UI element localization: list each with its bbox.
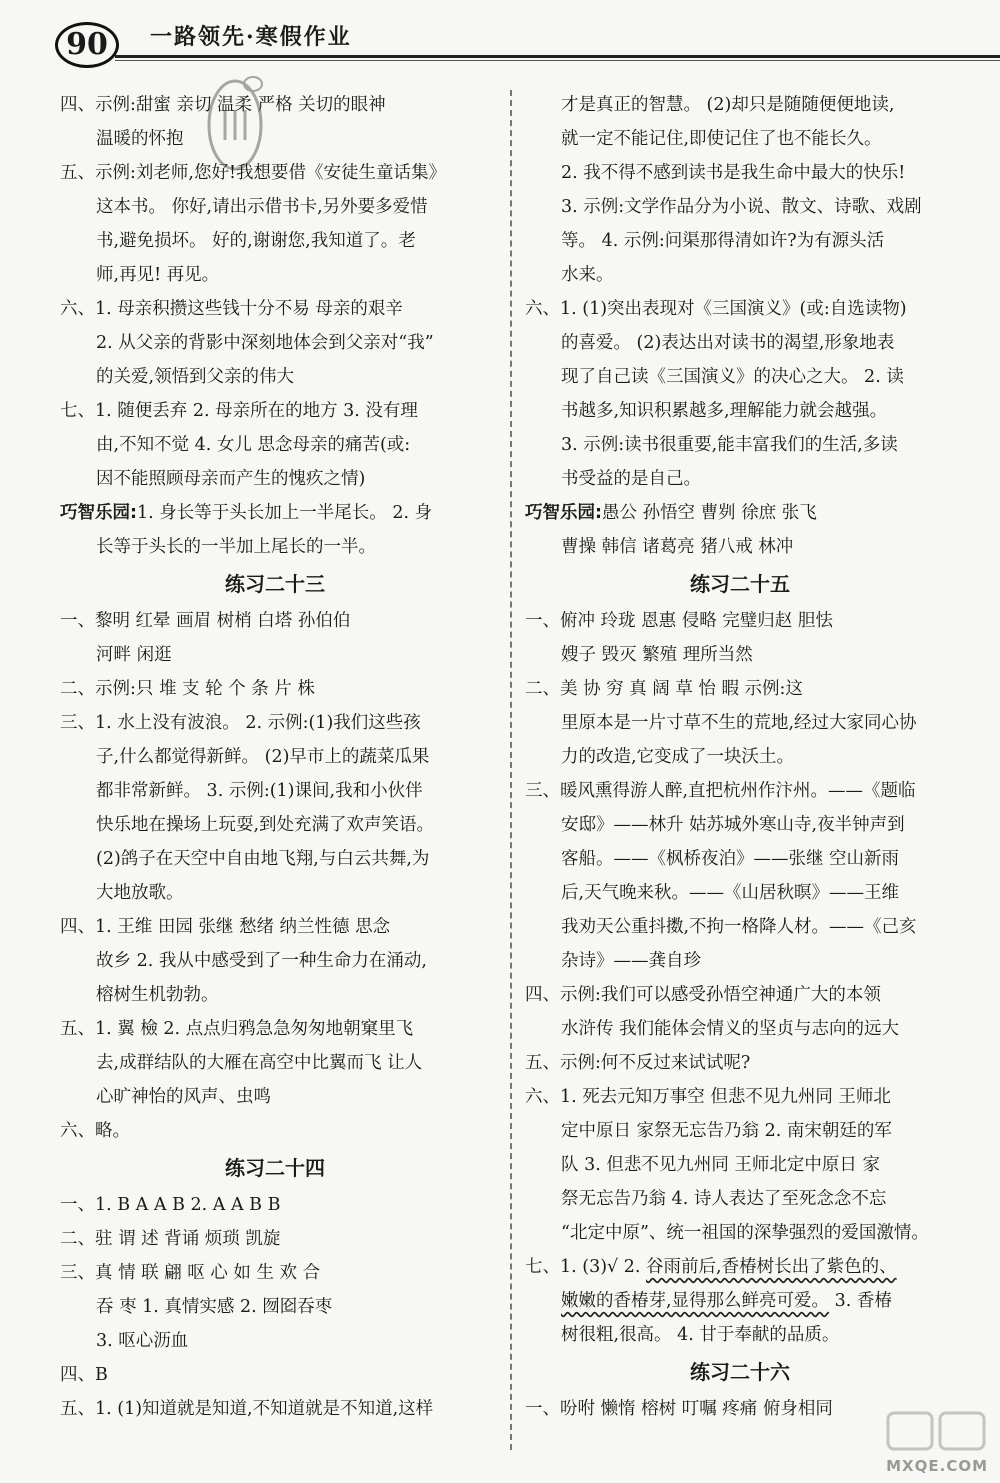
answer-text: 客船。——《枫桥夜泊》——张继 空山新雨 (561, 849, 900, 869)
answer-text: 3. 示例:文学作品分为小说、散文、诗歌、戏剧 (561, 197, 922, 217)
section-title: 练习二十三 (225, 572, 325, 596)
answer-text: 一、黎明 红晕 画眉 树梢 白塔 孙伯伯 (60, 611, 351, 631)
answer-text: 3. 香椿 (829, 1291, 892, 1311)
answer-line (60, 224, 490, 258)
answer-line (525, 394, 955, 428)
answer-line (60, 1012, 490, 1046)
answer-line (525, 978, 955, 1012)
answer-line (525, 774, 955, 808)
answer-text: 这本书。 你好,请出示借书卡,另外要多爱惜 (96, 197, 428, 217)
page-header (0, 0, 1000, 80)
answer-text: 1. 身长等于头长加上一半尾长。 2. 身 (137, 503, 433, 523)
answer-line (60, 944, 490, 978)
answer-line (60, 360, 490, 394)
answer-line (525, 156, 955, 190)
answer-text: 的喜爱。 (2)表达出对读书的渴望,形象地表 (561, 333, 895, 353)
answer-line (60, 530, 490, 564)
column-divider (510, 90, 512, 1450)
answer-line (525, 808, 955, 842)
answer-line (60, 190, 490, 224)
answer-line (525, 842, 955, 876)
answer-text: 一、俯冲 玲珑 恩惠 侵略 完璧归赵 胆怯 (525, 611, 833, 631)
answer-text: 书越多,知识积累越多,理解能力就会越强。 (561, 401, 888, 421)
answer-line (525, 706, 955, 740)
answer-text: 二、驻 谓 述 背诵 烦琐 凯旋 (60, 1229, 281, 1249)
answer-line (525, 740, 955, 774)
answer-text: 一、吩咐 懒惰 榕树 叮嘱 疼痛 俯身相同 (525, 1399, 833, 1419)
answer-line (60, 496, 490, 530)
answer-line (60, 1290, 490, 1324)
answer-text: 二、美 协 穷 真 阔 草 怡 暇 示例:这 (525, 679, 803, 699)
answer-text: 嫂子 毁灭 繁殖 理所当然 (561, 645, 753, 665)
answer-line (60, 156, 490, 190)
answer-text: 子,什么都觉得新鲜。 (2)早市上的蔬菜瓜果 (96, 747, 430, 767)
answer-text: 队 3. 但悲不见九州同 王师北定中原日 家 (561, 1155, 880, 1175)
answer-line (60, 292, 490, 326)
answer-line (60, 774, 490, 808)
answer-text: 大地放歌。 (96, 883, 184, 903)
answer-text: 等。 4. 示例:问渠那得清如许?为有源头活 (561, 231, 885, 251)
answer-text: (2)鸽子在天空中自由地飞翔,与白云共舞,为 (96, 849, 430, 869)
answer-text: 故乡 2. 我从中感受到了一种生命力在涌动, (96, 951, 427, 971)
answer-line (525, 360, 955, 394)
answer-line (525, 1216, 955, 1250)
answer-text: 温暖的怀抱 (96, 129, 184, 149)
answer-line (525, 1250, 955, 1284)
answer-text: 由,不知不觉 4. 女儿 思念母亲的痛苦(或: (96, 435, 411, 455)
answer-text: “北定中原”、统一祖国的深挚强烈的爱国激情。 (561, 1223, 929, 1243)
answer-line (60, 910, 490, 944)
answer-line (525, 876, 955, 910)
answer-text: 四、B (60, 1365, 108, 1385)
answer-text: 六、1. (1)突出表现对《三国演义》(或:自选读物) (525, 299, 907, 319)
answer-line (60, 1358, 490, 1392)
answer-text: 2. 从父亲的背影中深刻地体会到父亲对“我” (96, 333, 434, 353)
answer-line (525, 122, 955, 156)
answer-line (60, 842, 490, 876)
answer-line (60, 428, 490, 462)
answer-text: 三、暖风熏得游人醉,直把杭州作汴州。——《题临 (525, 781, 916, 801)
answer-line (60, 1046, 490, 1080)
answer-line (525, 1148, 955, 1182)
answer-line (60, 1256, 490, 1290)
section-title: 练习二十六 (690, 1360, 790, 1384)
section-label: 巧智乐园: (525, 503, 602, 523)
answer-text: 水来。 (561, 265, 614, 285)
answer-text: 里原本是一片寸草不生的荒地,经过大家同心协 (561, 713, 917, 733)
answer-text: 安邸》——林升 姑苏城外寒山寺,夜半钟声到 (561, 815, 905, 835)
answer-line (525, 638, 955, 672)
answer-text: 吞 枣 1. 真情实感 2. 囫囵吞枣 (96, 1297, 333, 1317)
answer-line (525, 1114, 955, 1148)
answer-text: 祭无忘告乃翁 4. 诗人表达了至死念念不忘 (561, 1189, 887, 1209)
answer-line (525, 1284, 955, 1318)
answer-line (60, 706, 490, 740)
answer-text: 现了自己读《三国演义》的决心之大。 2. 读 (561, 367, 904, 387)
answer-line (525, 1182, 955, 1216)
answer-text: 三、1. 水上没有波浪。 2. 示例:(1)我们这些孩 (60, 713, 421, 733)
answer-text: 二、示例:只 堆 支 轮 个 条 片 株 (60, 679, 315, 699)
answer-text: 六、略。 (60, 1121, 130, 1141)
answer-text: 快乐地在操场上玩耍,到处充满了欢声笑语。 (96, 815, 435, 835)
answer-text: 四、1. 王维 田园 张继 愁绪 纳兰性德 思念 (60, 917, 391, 937)
answer-line (525, 428, 955, 462)
answer-line (60, 1392, 490, 1426)
answer-line (60, 978, 490, 1012)
answer-line (60, 326, 490, 360)
answer-line (525, 326, 955, 360)
answer-text: 河畔 闲逛 (96, 645, 172, 665)
answer-text: 就一定不能记住,即使记住了也不能长久。 (561, 129, 882, 149)
section-title: 练习二十五 (690, 572, 790, 596)
answer-line (60, 1222, 490, 1256)
answer-text: 一、1. B A A B 2. A A B B (60, 1195, 281, 1215)
answer-line (525, 88, 955, 122)
answer-text: 书受益的是自己。 (561, 469, 701, 489)
answer-line (60, 394, 490, 428)
answer-text: 因不能照顾母亲而产生的愧疚之情) (96, 469, 366, 489)
section-title: 练习二十四 (225, 1156, 325, 1180)
answer-line (60, 638, 490, 672)
answer-line (525, 910, 955, 944)
wavy-underlined-text: 谷雨前后,香椿树长出了紫色的、 (646, 1257, 897, 1277)
answer-line (525, 672, 955, 706)
answer-line (525, 224, 955, 258)
answer-text: 杂诗》——龚自珍 (561, 951, 701, 971)
answer-text: 七、1. (3)√ 2. (525, 1257, 647, 1277)
answer-line (525, 1318, 955, 1352)
answer-text: 我劝天公重抖擞,不拘一格降人材。——《己亥 (561, 917, 917, 937)
answer-text: 后,天气晚来秋。——《山居秋暝》——王维 (561, 883, 900, 903)
answer-line (525, 258, 955, 292)
answer-text: 六、1. 母亲积攒这些钱十分不易 母亲的艰辛 (60, 299, 403, 319)
answer-line (525, 496, 955, 530)
answer-text: 定中原日 家祭无忘告乃翁 2. 南宋朝廷的军 (561, 1121, 892, 1141)
answer-text: 2. 我不得不感到读书是我生命中最大的快乐! (561, 163, 906, 183)
answer-text: 四、示例:甜蜜 亲切 温柔 严格 关切的眼神 (60, 95, 386, 115)
answer-line (60, 122, 490, 156)
answer-text: 力的改造,它变成了一块沃土。 (561, 747, 795, 767)
answer-line (525, 292, 955, 326)
header-rule (115, 55, 1000, 58)
wavy-underlined-text: 嫩嫩的香椿芽,显得那么鲜亮可爱。 (561, 1291, 830, 1311)
answer-text: 3. 呕心沥血 (96, 1331, 189, 1351)
answer-text: 三、真 情 联 翩 呕 心 如 生 欢 合 (60, 1263, 321, 1283)
answer-line (60, 88, 490, 122)
answer-line (60, 258, 490, 292)
answer-line (525, 944, 955, 978)
answer-text: 师,再见! 再见。 (96, 265, 220, 285)
answer-line (525, 462, 955, 496)
answer-text: 树很粗,很高。 4. 甘于奉献的品质。 (561, 1325, 840, 1345)
answer-text: 3. 示例:读书很重要,能丰富我们的生活,多读 (561, 435, 898, 455)
answer-line (525, 1080, 955, 1114)
header-rule-thin (115, 60, 1000, 61)
answer-line (60, 876, 490, 910)
answer-text: 四、示例:我们可以感受孙悟空神通广大的本领 (525, 985, 881, 1005)
answer-line (525, 1046, 955, 1080)
answer-text: 五、1. (1)知道就是知道,不知道就是不知道,这样 (60, 1399, 434, 1419)
answer-line (60, 1324, 490, 1358)
answer-text: 五、1. 翼 檢 2. 点点归鸦急急匆匆地朝窠里飞 (60, 1019, 414, 1039)
answer-text: 才是真正的智慧。 (2)却只是随随便便地读, (561, 95, 895, 115)
answer-text: 榕树生机勃勃。 (96, 985, 219, 1005)
answer-line (60, 808, 490, 842)
answer-line (525, 530, 955, 564)
page-number: 90 (55, 22, 119, 68)
answer-text: 五、示例:何不反过来试试呢? (525, 1053, 751, 1073)
answer-text: 七、1. 随便丢弃 2. 母亲所在的地方 3. 没有理 (60, 401, 418, 421)
answer-text: 六、1. 死去元知万事空 但悲不见九州同 王师北 (525, 1087, 891, 1107)
left-column (60, 88, 490, 1426)
answer-text: 愚公 孙悟空 曹刿 徐庶 张飞 (602, 503, 817, 523)
answer-line (525, 1012, 955, 1046)
answer-line (60, 1114, 490, 1148)
answer-line (60, 462, 490, 496)
answer-line (525, 604, 955, 638)
answer-text: 长等于头长的一半加上尾长的一半。 (96, 537, 376, 557)
answer-line (60, 672, 490, 706)
answer-text: 水浒传 我们能体会情义的坚贞与志向的远大 (561, 1019, 900, 1039)
answer-text: 心旷神怡的风声、虫鸣 (96, 1087, 271, 1107)
answer-line (525, 190, 955, 224)
section-label: 巧智乐园: (60, 503, 137, 523)
answer-line (60, 740, 490, 774)
answer-line (60, 604, 490, 638)
answer-line (60, 1080, 490, 1114)
answer-text: 都非常新鲜。 3. 示例:(1)课间,我和小伙伴 (96, 781, 423, 801)
answer-text: 五、示例:刘老师,您好!我想要借《安徒生童话集》 (60, 163, 446, 183)
right-column (525, 88, 955, 1426)
answer-line (60, 1188, 490, 1222)
watermark-text: MXQE.COM (886, 1457, 988, 1475)
answer-text: 去,成群结队的大雁在高空中比翼而飞 让人 (96, 1053, 423, 1073)
series-title: 一路领先·寒假作业 (150, 24, 352, 50)
answer-text: 书,避免损坏。 好的,谢谢您,我知道了。老 (96, 231, 416, 251)
answer-text: 曹操 韩信 诸葛亮 猪八戒 林冲 (561, 537, 794, 557)
answer-text: 的关爱,领悟到父亲的伟大 (96, 367, 295, 387)
